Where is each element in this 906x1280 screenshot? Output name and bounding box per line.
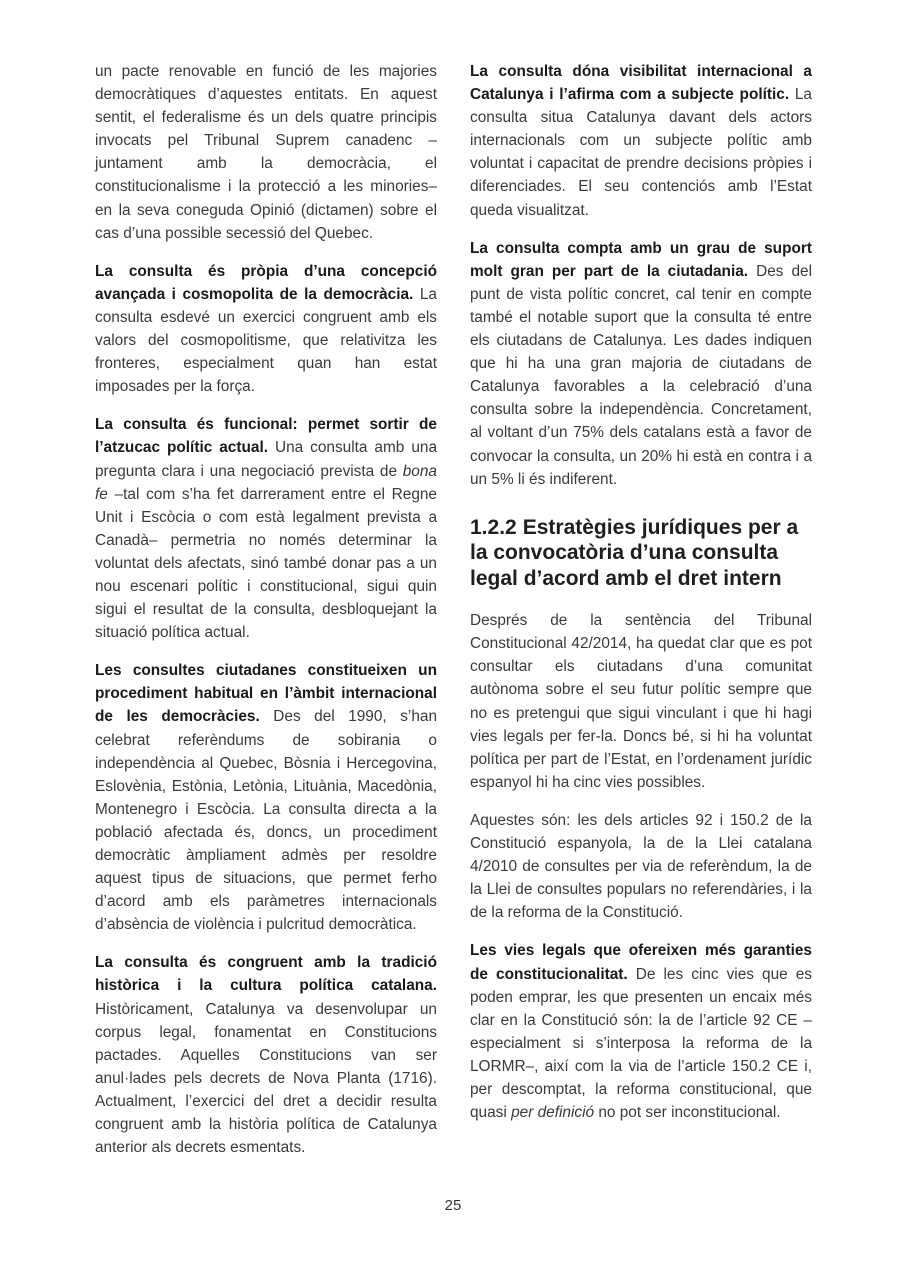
paragraph-lead: La consulta és congruent amb la tradició històrica i la cultura política catalana. (95, 954, 437, 995)
paragraph-text: De les cinc vies que es poden emprar, les que presenten un encaix més clar en la Constitució són: la de l’article 92 CE –especialment si s’interposa la reforma de la LORMR–, així com la via de l’article 150.2 CE i, per descomptat, la reforma constitucional, que quasi (470, 965, 813, 1122)
paragraph-text: Després de la sentència del Tribunal Constitucional 42/2014, ha quedat clar que es pot consultar els ciutadans d’una comunitat autònoma sobre el seu futur polític sempre que no es pretengui que sigui vinculant i que hi hagi vies legals per fer-la. Doncs bé, si hi ha voluntat política per part de l’Estat, en l’ordenament jurídic espanyol hi ha cinc vies possibles. (470, 612, 812, 791)
paragraph-tradition (95, 951, 437, 1159)
paragraph-sentence (470, 609, 812, 794)
right-column (470, 60, 812, 1139)
italic-term: per definició (511, 1104, 595, 1122)
section-title: Estratègies jurídiques per a la convocatòria d’una consulta legal d’acord amb el dret intern (470, 515, 799, 590)
paragraph-international (95, 659, 437, 936)
paragraph-text: un pacte renovable en funció de les majories democràtiques d’aquestes entitats. En aquest sentit, el federalisme és un dels quatre principis invocats pel Tribunal Suprem canadenc –juntament amb la democràcia, el constitucionalisme i la protecció a les minories– en la seva coneguda Opinió (dictamen) sobre el cas d’una possible secessió del Quebec. (95, 63, 437, 242)
paragraph-text: Històricament, Catalunya va desenvolupar un corpus legal, fonamentat en Constitucions pactades. Aquelles Constitucions van ser anul·lades pels decrets de Nova Planta (1716). Actualment, l’exercici del dret a decidir resulta congruent amb la història política de Catalunya anterior als decrets esmentats. (95, 1000, 437, 1157)
paragraph-federalism (95, 60, 437, 245)
paragraph-text: no pot ser inconstitucional. (594, 1104, 781, 1122)
paragraph-lead: La consulta compta amb un grau de suport molt gran per part de la ciutadania. (470, 239, 812, 280)
paragraph-support (470, 237, 812, 491)
paragraph-text: Una consulta amb una pregunta clara i una negociació prevista de (95, 439, 437, 480)
paragraph-visibility (470, 60, 812, 222)
paragraph-lead: Les vies legals que ofereixen més garanties de constitucionalitat. (470, 942, 812, 983)
paragraph-text: La consulta situa Catalunya davant dels actors internacionals com un subjecte polític amb voluntat i capacitat de prendre decisions pròpies i diferenciades. El seu contenciós amb l’Estat queda visualitzat. (470, 86, 812, 219)
paragraph-lead: La consulta dóna visibilitat internacional a Catalunya i l’afirma com a subjecte polític. (470, 63, 812, 104)
page-number: 25 (444, 1197, 462, 1214)
paragraph-lead: Les consultes ciutadanes constitueixen un procediment habitual en l’àmbit internacional de les democràcies. (95, 662, 437, 726)
left-column (95, 60, 437, 1174)
paragraph-cosmopolitan (95, 260, 437, 399)
paragraph-text: La consulta esdevé un exercici congruent amb els valors del cosmopolitisme, que relativitza les fronteres, especialment quan han estat imposades per la força. (95, 285, 437, 396)
paragraph-lead: La consulta és pròpia d’una concepció avançada i cosmopolita de la democràcia. (95, 262, 437, 303)
paragraph-text: –tal com s’ha fet darrerament entre el Regne Unit i Escòcia o com està legalment prevista a Canadà– permetria no només determinar la voluntat dels afectats, sinó també donar pas a un nou escenari polític i constitucional, sigui quin sigui el resultat de la consulta, desbloquejant la situació política actual. (95, 485, 437, 642)
paragraph-text: Des del 1990, s’han celebrat referèndums de sobirania o independència al Quebec, Bòsnia i Hercegovina, Eslovènia, Estònia, Letònia, Lituània, Macedònia, Montenegro i Escòcia. La consulta directa a la població afectada és, doncs, un procediment democràtic àmpliament admès per resoldre aquest tipus de situacions, que permet ferho d’acord amb els paràmetres internacionals d’absència de violència i pulcritud democràtica. (95, 708, 438, 934)
paragraph-lead: La consulta és funcional: permet sortir de l’atzucac polític actual. (95, 416, 437, 457)
section-heading (470, 515, 812, 592)
paragraph-guarantees (470, 939, 812, 1124)
paragraph-functional (95, 413, 437, 644)
section-number: 1.2.2 (470, 515, 517, 539)
italic-term: bona fe (95, 462, 437, 503)
paragraph-text: Des del punt de vista polític concret, cal tenir en compte també el notable suport que la consulta té entre els ciutadans de Catalunya. Les dades indiquen que hi ha una gran majoria de ciutadans de Catalunya favorables a la celebració d’una consulta sobre la independència. Concretament, al voltant d’un 75% dels catalans està a favor de convocar la consulta, un 20% hi està en contra i a un 5% li és indiferent. (470, 262, 812, 488)
paragraph-text: Aquestes són: les dels articles 92 i 150.2 de la Constitució espanyola, la de la Llei catalana 4/2010 de consultes per via de referèndum, la de la Llei de consultes populars no referendàries, i la de la reforma de la Constitució. (470, 811, 812, 922)
paragraph-five-ways (470, 809, 812, 924)
